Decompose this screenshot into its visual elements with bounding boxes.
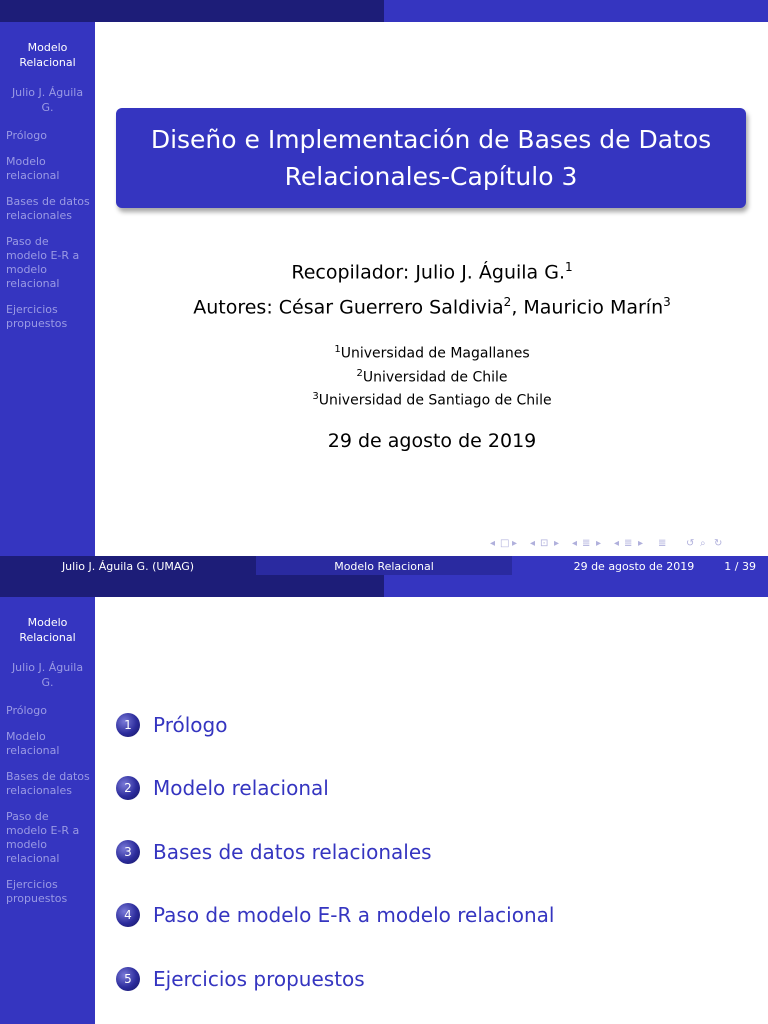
title-box xyxy=(116,108,746,208)
sidebar-item-paso-de-modelo[interactable]: Paso de modelo E-R a modelo relacional xyxy=(6,235,80,290)
affiliation-3: $^3$Universidad de Santiago de Chile xyxy=(312,391,552,409)
nav-forward-icon[interactable]: ↻ xyxy=(714,538,723,549)
nav-next-section-icon[interactable]: ▸ xyxy=(596,538,602,549)
sidebar-item-ejercicios[interactable]: Ejercicios propuestos xyxy=(6,303,68,330)
footer-title: Modelo Relacional xyxy=(256,556,512,576)
nav-prev-section-icon[interactable]: ◂ xyxy=(572,538,578,549)
presentation-title: Diseño e Implementación de Bases de Datos Relacionales-Capítulo 3 xyxy=(150,125,712,191)
affiliation-1: $^1$Universidad de Magallanes xyxy=(334,344,530,362)
sidebar-item-bases-de-datos[interactable]: Bases de datos relacionales xyxy=(6,195,90,222)
sidebar-title[interactable]: Modelo Relacional xyxy=(19,41,76,69)
section-number-ball: 3 xyxy=(116,840,140,864)
nav-prev-subsection-icon[interactable]: ◂ xyxy=(530,538,536,549)
outline-item-modelo-relacional[interactable] xyxy=(116,757,554,821)
outline-item-paso-de-modelo[interactable] xyxy=(116,884,554,948)
outline-item-bases-de-datos[interactable] xyxy=(116,820,554,884)
nav-next-subsection-icon[interactable]: ▸ xyxy=(554,538,560,549)
sidebar-nav xyxy=(0,704,95,906)
outline-list xyxy=(116,693,554,1011)
sidebar-item-ejercicios[interactable]: Ejercicios propuestos xyxy=(6,878,68,905)
sidebar-author[interactable]: Julio J. Águila G. xyxy=(11,86,84,114)
footer-author: Julio J. Águila G. (UMAG) xyxy=(0,556,256,576)
outline-item-prologo[interactable] xyxy=(116,693,554,757)
nav-section-icon[interactable]: ≣ xyxy=(582,538,591,549)
nav-back-icon[interactable]: ↺ xyxy=(686,538,695,549)
footer-date: 29 de agosto de 2019 xyxy=(573,559,695,573)
footer-right xyxy=(512,556,768,576)
sidebar xyxy=(0,22,95,598)
affiliations xyxy=(96,340,768,411)
beamer-navigation-symbols xyxy=(490,538,765,552)
authors-block xyxy=(96,252,768,323)
outline-item-label: Ejercicios propuestos xyxy=(153,966,365,991)
presentation-date: 29 de agosto de 2019 xyxy=(327,430,537,452)
sidebar-item-modelo-relacional[interactable]: Modelo relacional xyxy=(6,155,60,182)
sidebar-item-bases-de-datos[interactable]: Bases de datos relacionales xyxy=(6,770,90,797)
outline-item-label: Bases de datos relacionales xyxy=(153,839,432,864)
nav-appendix-icon[interactable]: ≣ xyxy=(658,538,667,549)
authors-line: Autores: César Guerrero Saldivia$^2$, Mauricio Marín$^3$ xyxy=(193,295,671,319)
nav-search-icon[interactable]: ⌕ xyxy=(700,538,706,549)
affiliation-2: $^2$Universidad de Chile xyxy=(356,367,508,386)
nav-next-icon[interactable]: ▸ xyxy=(512,538,518,549)
top-bar xyxy=(0,575,768,597)
nav-doc-icon[interactable]: ≣ xyxy=(624,538,633,549)
sidebar-item-prologo[interactable]: Prólogo xyxy=(6,704,47,717)
outline-item-label: Prólogo xyxy=(153,712,228,737)
top-bar xyxy=(0,0,768,22)
sidebar-item-prologo[interactable]: Prólogo xyxy=(6,129,47,142)
sidebar-item-modelo-relacional[interactable]: Modelo relacional xyxy=(6,730,60,757)
section-number-ball: 5 xyxy=(116,967,140,991)
nav-prev-doc-icon[interactable]: ◂ xyxy=(614,538,620,549)
sidebar-item-paso-de-modelo[interactable]: Paso de modelo E-R a modelo relacional xyxy=(6,810,80,865)
section-number-ball: 4 xyxy=(116,903,140,927)
footer-page-number: 1 / 39 xyxy=(724,559,756,573)
nav-prev-icon[interactable]: ◂ xyxy=(490,538,496,549)
section-number-ball: 1 xyxy=(116,713,140,737)
compiler-line: Recopilador: Julio J. Águila G.$^1$ xyxy=(291,260,573,284)
section-number-ball: 2 xyxy=(116,776,140,800)
sidebar xyxy=(0,597,95,1024)
outline-item-ejercicios[interactable] xyxy=(116,947,554,1011)
footer xyxy=(0,556,768,576)
sidebar-title[interactable]: Modelo Relacional xyxy=(19,616,76,644)
nav-frame-icon[interactable]: □ xyxy=(500,538,510,549)
sidebar-author[interactable]: Julio J. Águila G. xyxy=(11,661,84,689)
outline-item-label: Modelo relacional xyxy=(153,776,329,801)
outline-slide xyxy=(0,575,768,1024)
nav-next-doc-icon[interactable]: ▸ xyxy=(638,538,644,549)
nav-subsection-icon[interactable]: ⊡ xyxy=(540,538,549,549)
outline-item-label: Paso de modelo E-R a modelo relacional xyxy=(153,903,555,928)
sidebar-nav xyxy=(0,129,95,331)
